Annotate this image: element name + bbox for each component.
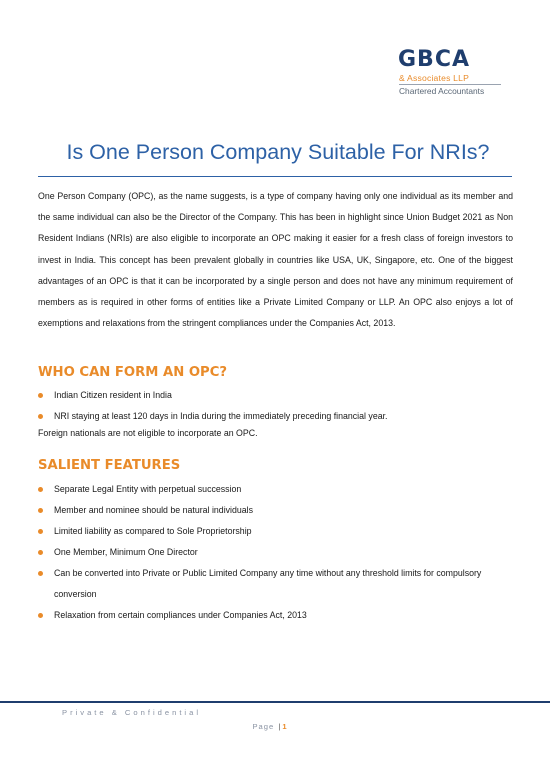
list-item xyxy=(38,479,513,500)
bullet-icon xyxy=(38,393,43,398)
bullet-icon xyxy=(38,414,43,419)
list-item xyxy=(38,542,513,563)
company-logo xyxy=(398,48,503,102)
confidential-label: Private & Confidential xyxy=(62,708,202,717)
list-item-text: NRI staying at least 120 days in India during the immediately preceding financial year. xyxy=(54,411,388,421)
who-list xyxy=(38,385,513,427)
list-item xyxy=(38,521,513,542)
who-heading: WHO CAN FORM AN OPC? xyxy=(38,365,228,380)
intro-paragraph: One Person Company (OPC), as the name suggests, is a type of company having only one individual as its member and the same individual can also be the Director of the Company. This has been in highlight since Union Budget 2021 as Non Resident Indians (NRIs) are also eligible to incorporate an OPC making it easier for a fresh class of foreign investors to invest in India. This concept has been prevalent globally in countries like USA, UK, Singapore, etc. One of the biggest advantages of an OPC is that it can be incorporated by a single person and does not have any minimum requirement of members as is required in other forms of entities like a Private Limited Company or LLP. An OPC also enjoys a lot of exemptions and relaxations from the stringent compliances under the Companies Act, 2013. xyxy=(38,191,513,329)
list-item xyxy=(38,385,513,406)
bullet-icon xyxy=(38,571,43,576)
bullet-icon xyxy=(38,487,43,492)
list-item-text: Can be converted into Private or Public Limited Company any time without any threshold limits for compulsory conversion xyxy=(54,568,482,599)
list-item-text: Relaxation from certain compliances under Companies Act, 2013 xyxy=(54,610,307,620)
salient-heading: SALIENT FEATURES xyxy=(38,458,181,473)
page-number xyxy=(230,722,310,731)
list-item-text: Separate Legal Entity with perpetual succession xyxy=(54,484,242,494)
logo-subtitle: & Associates LLP xyxy=(399,73,470,83)
logo-wordmark: GBCA xyxy=(398,47,470,72)
bullet-icon xyxy=(38,550,43,555)
page-number-value: 1 xyxy=(282,722,288,731)
logo-tagline: Chartered Accountants xyxy=(399,86,485,96)
list-item-text: Member and nominee should be natural individuals xyxy=(54,505,254,515)
list-item xyxy=(38,563,513,605)
list-item xyxy=(38,605,513,626)
title-underline xyxy=(38,176,512,177)
list-item-text: Indian Citizen resident in India xyxy=(54,390,172,400)
list-item xyxy=(38,406,513,427)
bullet-icon xyxy=(38,529,43,534)
bullet-icon xyxy=(38,508,43,513)
page-title: Is One Person Company Suitable For NRIs? xyxy=(66,140,490,164)
page-separator: | xyxy=(278,722,282,731)
footer-divider xyxy=(0,701,550,703)
list-item-text: One Member, Minimum One Director xyxy=(54,547,198,557)
salient-list xyxy=(38,479,513,626)
page-label: Page xyxy=(252,722,275,731)
foreign-nationals-note: Foreign nationals are not eligible to incorporate an OPC. xyxy=(38,428,258,438)
bullet-icon xyxy=(38,613,43,618)
list-item-text: Limited liability as compared to Sole Proprietorship xyxy=(54,526,252,536)
logo-divider xyxy=(399,84,501,85)
list-item xyxy=(38,500,513,521)
